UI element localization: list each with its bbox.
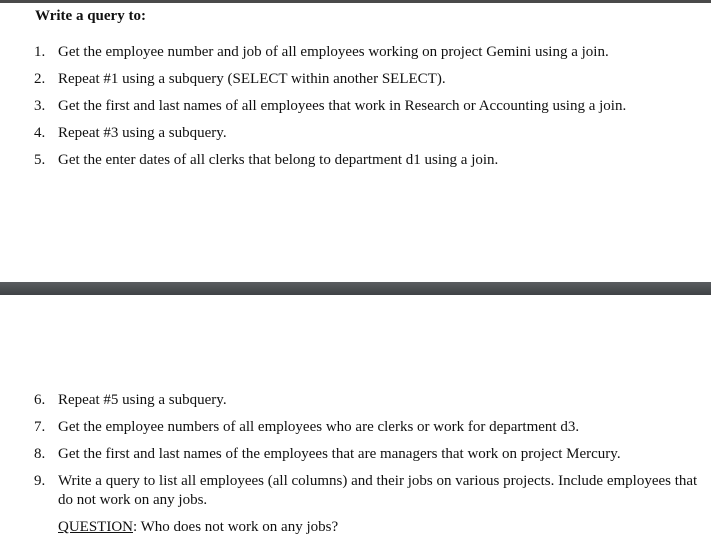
query-list-part-1	[0, 43, 711, 178]
list-item	[0, 418, 711, 445]
item-text: Get the employee numbers of all employees who are clerks or work for department d3.	[58, 419, 580, 435]
item-text: Repeat #5 using a subquery.	[58, 392, 227, 408]
list-item	[0, 43, 711, 70]
item-number: 4.	[34, 125, 46, 141]
item-text: Write a query to list all employees (all columns) and their jobs on various projects. Include employees that do not work on any jobs.	[58, 473, 698, 508]
question-text: : Who does not work on any jobs?	[133, 519, 339, 535]
list-item	[0, 445, 711, 472]
list-item	[0, 391, 711, 418]
item-text: Get the employee number and job of all employees working on project Gemini using a join.	[58, 44, 609, 60]
item-number: 2.	[34, 71, 46, 87]
item-text: Repeat #1 using a subquery (SELECT within another SELECT).	[58, 71, 446, 87]
item-number: 3.	[34, 98, 46, 114]
instructions-heading: Write a query to:	[35, 8, 146, 24]
document-page-2	[0, 295, 711, 552]
question-label: QUESTION	[58, 519, 133, 535]
list-item	[0, 151, 711, 178]
item-number: 1.	[34, 44, 46, 60]
query-list-part-2	[0, 391, 711, 510]
list-item	[0, 70, 711, 97]
item-number: 6.	[34, 392, 46, 408]
question-line	[58, 518, 338, 537]
item-text: Repeat #3 using a subquery.	[58, 125, 227, 141]
list-item	[0, 124, 711, 151]
item-text: Get the first and last names of all employees that work in Research or Accounting using a join.	[58, 98, 627, 114]
page-separator	[0, 282, 711, 295]
list-item	[0, 472, 711, 510]
item-number: 9.	[34, 473, 46, 489]
item-number: 5.	[34, 152, 46, 168]
item-number: 8.	[34, 446, 46, 462]
item-text: Get the first and last names of the employees that are managers that work on project Mercury.	[58, 446, 621, 462]
item-number: 7.	[34, 419, 46, 435]
list-item	[0, 97, 711, 124]
item-text: Get the enter dates of all clerks that belong to department d1 using a join.	[58, 152, 499, 168]
